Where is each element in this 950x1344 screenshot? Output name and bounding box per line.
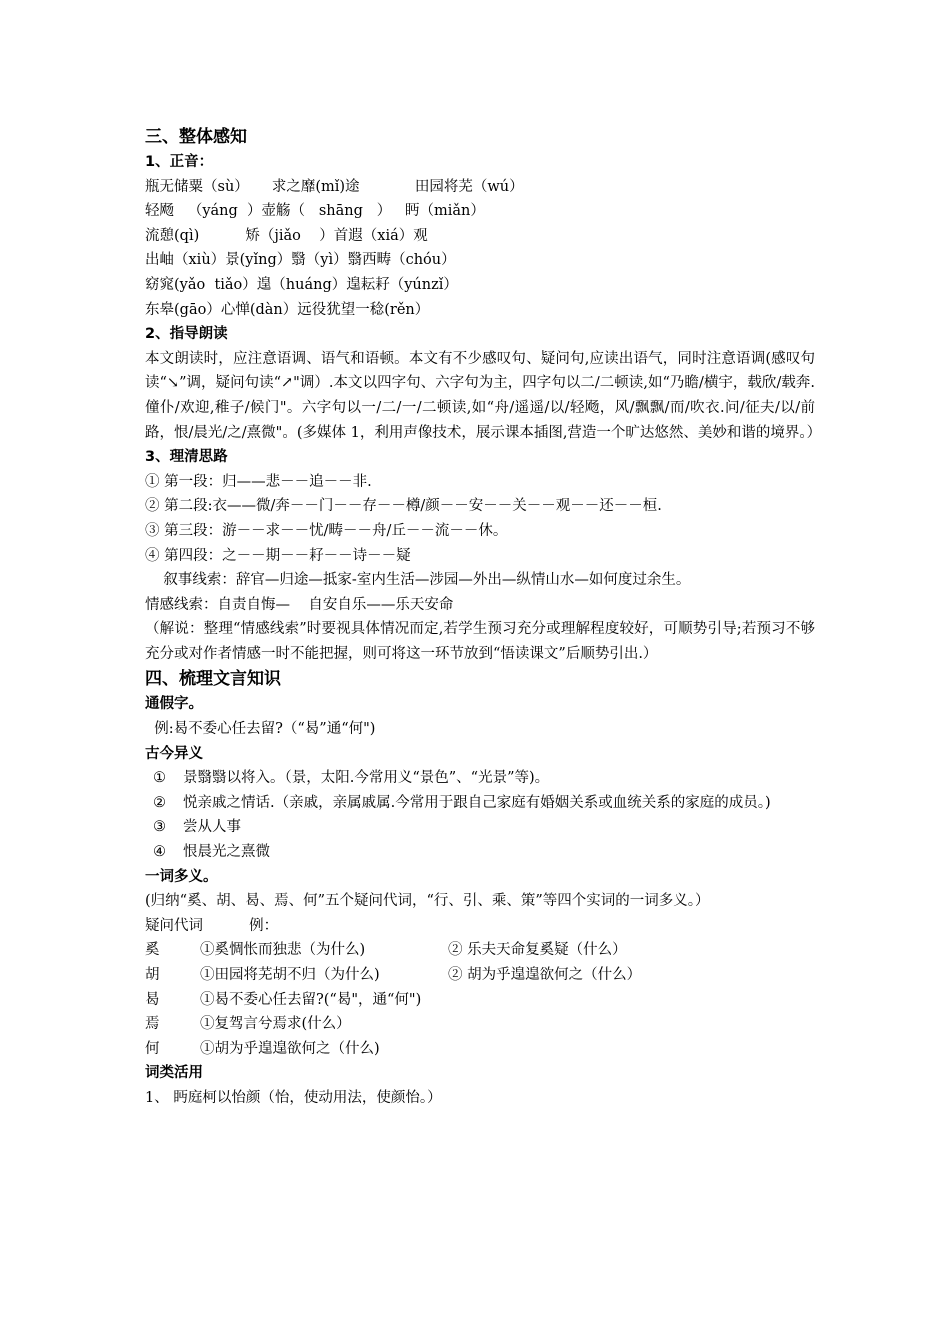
duoyi-word: 胡 [145,967,160,983]
duoyi-word: 奚 [145,942,160,959]
gujin-item-text: 悦亲戚之情话.（亲戚，亲属戚属.今常用于跟自己家庭有婚姻关系或血统关系的家庭的成员。) [183,794,771,811]
pronunciation-list [145,175,815,323]
duoyi-word: 何 [145,1040,160,1057]
gujin-item-number: ③ [153,819,166,836]
pronunciation-line: 出岫（xiù）景(yǐng）翳（yì）翳西畴（chóu） [145,252,456,269]
pronunciation-line: 东皋(gāo）心惮(dàn）远役犹望一稔(rěn） [145,301,430,318]
gujin-item [153,840,815,865]
reading-guide-paragraph: 本文朗读时，应注意语调、语气和语顿。本文有不少感叹句、疑问句,应读出语气，同时注意语调(感叹句读“↘”调，疑问句读“↗"调）.本文以四字句、六字句为主，四字句以二/二顿读,如“乃瞻/横宇，载欣/载奔.僮仆/欢迎,稚子/候门"。六字句以一/二/一/二顿读,如“舟/遥遥/以/轻飏，风/飘飘/而/吹衣.问/征夫/以/前路，恨/晨光/之/熹微"。(多媒体 1，利用声像技术，展示课本插图,营造一个旷达悠然、美妙和谐的境界。） [145,350,822,441]
duoyi-example-2: ② 胡为乎遑遑欲何之（什么） [448,967,642,983]
subsection-pronunciation-title: 1、正音： [145,154,214,170]
explanation-note: （解说：整理“情感线索”时要视具体情况而定,若学生预习充分或理解程度较好，可顺势引导;若预习不够充分或对作者情感一时不能把握，则可将这一环节放到“悟读课文”后顺势引出.） [145,621,815,662]
thread-item: ① 第一段：归——悲－－追－－非. [145,473,372,490]
duoyi-example-1: ①田园将芜胡不归（为什么) [200,967,380,983]
gujin-item-text: 景翳翳以将入。（景，太阳.今常用义“景色”、“光景”等)。 [183,770,550,787]
duoyi-row [145,963,815,988]
duoyi-row [145,1037,815,1062]
pronunciation-line: 轻飏 （yáng ）壶觞（ shāng ） 眄（miǎn） [145,203,485,220]
thread-item: ④ 第四段：之－－期－－耔－－诗－－疑 [145,547,411,564]
gujin-title: 古今异义 [145,745,203,762]
duoyi-intro: (归纳“奚、胡、曷、焉、何”五个疑问代词，“行、引、乘、策”等四个实词的一词多义。） [145,893,710,910]
duoyi-example-2 [448,1037,815,1062]
gujin-item [153,791,815,816]
cilei-title: 词类活用 [145,1065,203,1082]
gujin-item [153,815,815,840]
duoyi-table [145,938,815,1061]
gujin-item [153,766,815,791]
section-4-title: 四、梳理文言知识 [145,669,281,690]
duoyi-example-1: ①复驾言兮焉求(什么） [200,1016,351,1033]
pronunciation-line: 流憩(qì) 矫（jiǎo ）首遐（xiá）观 [145,227,428,244]
duoyi-title: 一词多义。 [145,868,218,885]
gujin-item-text: 恨晨光之熹微 [183,844,270,861]
duoyi-header: 疑问代词 例： [145,917,279,934]
section-3-title: 三、整体感知 [145,127,247,147]
pronunciation-line: 瓶无储粟（sù） 求之靡(mǐ)途 田园将芜（wú） [145,178,524,195]
duoyi-example-1: ①曷不委心任去留?(“曷"，通“何") [200,991,422,1008]
duoyi-row [145,1012,815,1037]
duoyi-example-2 [448,1012,815,1037]
gujin-item-number: ① [153,770,166,787]
duoyi-example-1: ①胡为乎遑遑欲何之（什么) [200,1040,380,1057]
gujin-item-number: ② [153,794,166,811]
subsection-thread-title: 3、理清思路 [145,449,228,466]
pronunciation-line: 窈窕(yǎo tiǎo）遑（huáng）遑耘耔（yúnzǐ） [145,276,458,293]
emotion-clue: 情感线索：自责自悔— 自安自乐——乐天安命 [145,596,454,613]
gujin-item-number: ④ [153,844,166,861]
duoyi-example-1: ①奚惆怅而独悲（为什么) [200,942,366,959]
cilei-item: 1、 眄庭柯以怡颜（怡，使动用法，使颜怡。） [145,1089,442,1106]
duoyi-example-2 [448,988,815,1013]
tongjia-example: 例:曷不委心任去留?（“曷”通“何") [145,721,376,738]
duoyi-example-2: ② 乐夫天命复奚疑（什么） [448,942,627,959]
document-page [145,124,822,1111]
thread-list [145,470,815,568]
duoyi-word: 曷 [145,991,160,1008]
duoyi-row [145,938,815,963]
gujin-list [145,766,815,864]
subsection-reading-title: 2、指导朗读 [145,326,228,343]
gujin-item-text: 尝从人事 [183,819,241,836]
narrative-clue: 叙事线索：辞官—归途—抵家-室内生活—涉园—外出—纵情山水—如何度过余生。 [145,572,691,589]
thread-item: ② 第二段:衣——微/奔－－门－－存－－樽/颜－－安－－关－－观－－还－－桓. [145,498,662,515]
thread-item: ③ 第三段：游－－求－－忧/畴－－舟/丘－－流－－休。 [145,522,508,539]
duoyi-word: 焉 [145,1016,160,1033]
tongjia-title: 通假字。 [145,696,203,713]
duoyi-row [145,988,815,1013]
